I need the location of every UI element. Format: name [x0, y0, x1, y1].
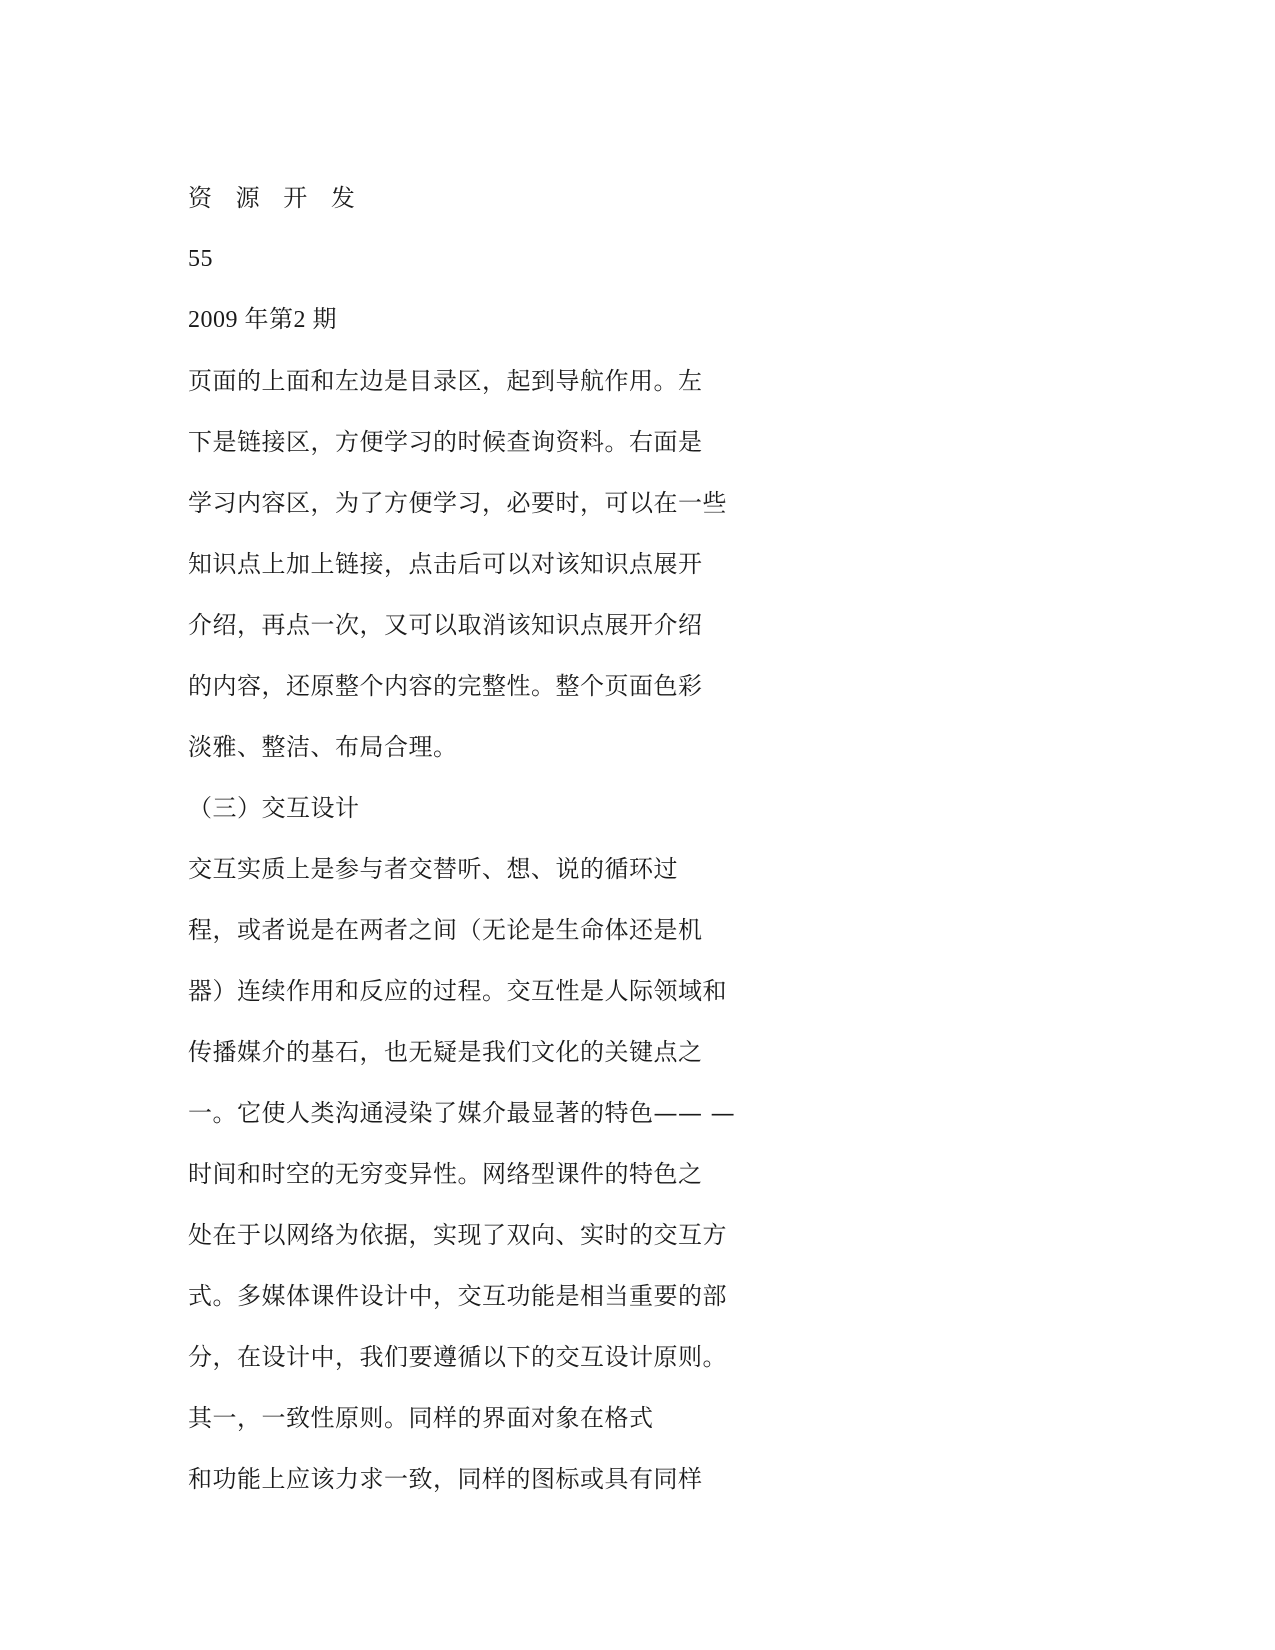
body-line: 时间和时空的无穷变异性。网络型课件的特色之	[188, 1160, 703, 1188]
issue-line: 2009 年第2 期	[188, 307, 337, 333]
body-line: 分，在设计中，我们要遵循以下的交互设计原则。	[188, 1343, 727, 1371]
section-header: 资 源 开 发	[188, 184, 363, 212]
body-line: 器）连续作用和反应的过程。交互性是人际领域和	[188, 977, 727, 1005]
body-line: 介绍，再点一次，又可以取消该知识点展开介绍	[188, 611, 703, 639]
subsection-heading: （三）交互设计	[188, 794, 360, 822]
page-number: 55	[188, 246, 213, 272]
body-line: 程，或者说是在两者之间（无论是生命体还是机	[188, 916, 703, 944]
body-line: 一。它使人类沟通浸染了媒介最显著的特色—— —	[188, 1099, 736, 1127]
text-column	[188, 168, 788, 1510]
body-line: 和功能上应该力求一致，同样的图标或具有同样	[188, 1465, 703, 1493]
body-line: 学习内容区，为了方便学习，必要时，可以在一些	[188, 489, 727, 517]
body-line: 其一，一致性原则。同样的界面对象在格式	[188, 1404, 654, 1432]
body-line: 下是链接区，方便学习的时候查询资料。右面是	[188, 428, 703, 456]
body-line: 页面的上面和左边是目录区，起到导航作用。左	[188, 367, 703, 395]
body-line: 的内容，还原整个内容的完整性。整个页面色彩	[188, 672, 703, 700]
body-line: 淡雅、整洁、布局合理。	[188, 733, 458, 761]
body-line: 交互实质上是参与者交替听、想、说的循环过	[188, 855, 678, 883]
body-line: 知识点上加上链接，点击后可以对该知识点展开	[188, 550, 703, 578]
body-line: 式。多媒体课件设计中，交互功能是相当重要的部	[188, 1282, 727, 1310]
body-line: 传播媒介的基石，也无疑是我们文化的关键点之	[188, 1038, 703, 1066]
body-line: 处在于以网络为依据，实现了双向、实时的交互方	[188, 1221, 727, 1249]
